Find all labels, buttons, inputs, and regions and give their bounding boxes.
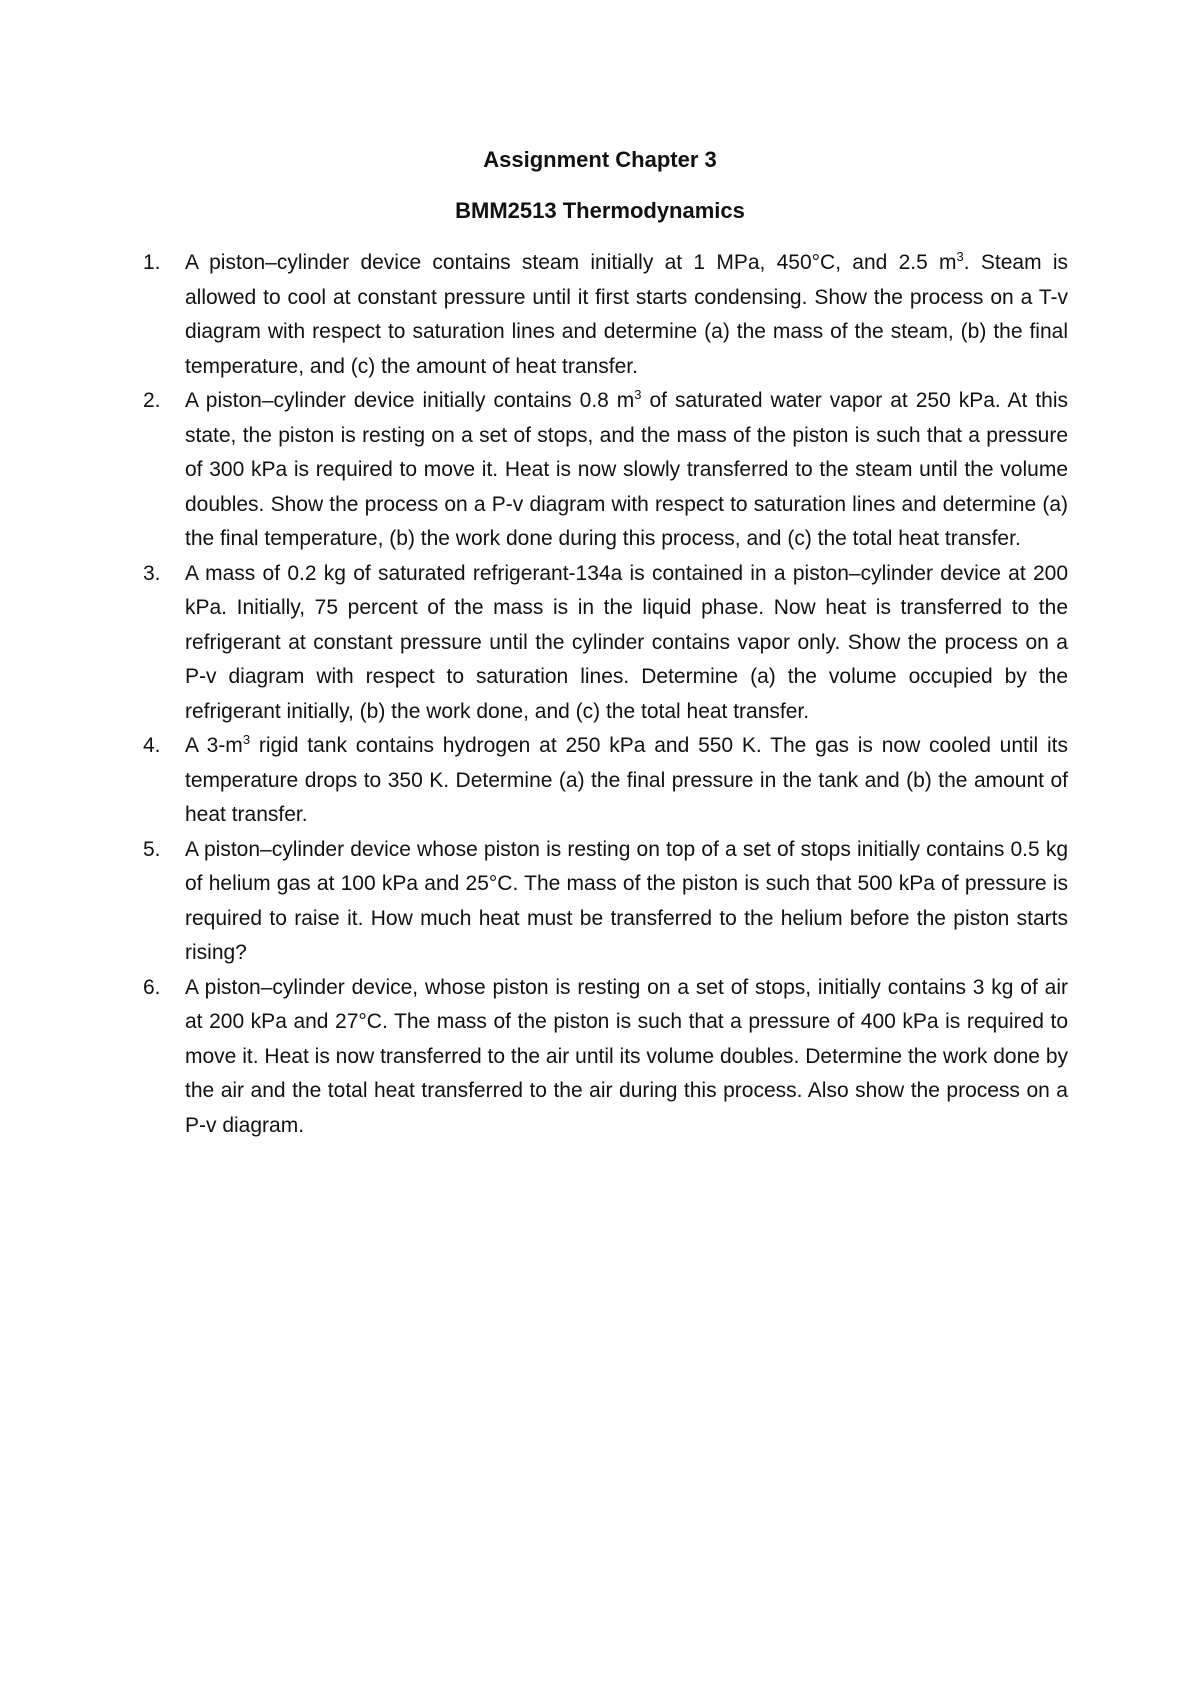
question-item <box>143 557 1068 730</box>
superscript: 3 <box>956 249 964 264</box>
question-number: 5. <box>143 837 161 861</box>
superscript: 3 <box>242 732 251 747</box>
question-text <box>185 389 1068 550</box>
question-text-run: A piston–cylinder device contains steam initially at 1 MPa, 450°C, and 2.5 m <box>185 251 957 274</box>
question-text <box>185 734 1068 826</box>
question-number: 2. <box>143 389 161 412</box>
question-item <box>143 384 1068 557</box>
document-subtitle: BMM2513 Thermodynamics <box>455 198 745 223</box>
question-item <box>143 971 1068 1144</box>
question-item <box>143 833 1068 971</box>
question-number: 4. <box>143 734 161 757</box>
question-text <box>185 251 1068 378</box>
question-number: 1. <box>143 251 161 274</box>
question-text-run: A piston–cylinder device, whose piston is resting on a set of stops, initially contains 3 kg of air at 200 kPa and 27°C. The mass of the piston is such that a pressure of 400 kPa is required to move it. Heat is now transferred to the air until its volume doubles. Determine the work done by the air and the total heat transferred to the air during this process. Also show the process on a P-v diagram. <box>185 975 1068 1137</box>
question-text-run: A 3-m <box>185 734 243 757</box>
question-text <box>185 562 1068 723</box>
superscript: 3 <box>634 387 642 402</box>
question-text-run: . Steam is allowed to cool at constant pressure until it first starts condensing. Show the process on a T-v diagram with respect to saturation lines and determine (a) the mass of the steam, (b) the final temperature, and (c) the amount of heat transfer. <box>185 251 1068 378</box>
question-number: 6. <box>143 975 161 999</box>
question-text-run: of saturated water vapor at 250 kPa. At this state, the piston is resting on a set of stops, and the mass of the piston is such that a pressure of 300 kPa is required to move it. Heat is now slowly transferred to the steam until the volume doubles. Show the process on a P-v diagram with respect to saturation lines and determine (a) the final temperature, (b) the work done during this process, and (c) the total heat transfer. <box>185 389 1068 550</box>
question-item <box>143 246 1068 384</box>
question-list <box>143 246 1068 1143</box>
question-text-run: rigid tank contains hydrogen at 250 kPa and 550 K. The gas is now cooled until its temperature drops to 350 K. Determine (a) the final pressure in the tank and (b) the amount of heat transfer. <box>185 734 1068 826</box>
question-text <box>185 976 1068 1137</box>
question-number: 3. <box>143 561 161 585</box>
question-text-run: A piston–cylinder device initially contains 0.8 m <box>185 389 635 412</box>
document-title: Assignment Chapter 3 <box>483 147 717 172</box>
question-text-run: A piston–cylinder device whose piston is resting on top of a set of stops initially contains 0.5 kg of helium gas at 100 kPa and 25°C. The mass of the piston is such that 500 kPa of pressure is required to raise it. How much heat must be transferred to the helium before the piston starts rising? <box>185 837 1068 964</box>
question-text-run: A mass of 0.2 kg of saturated refrigerant-134a is contained in a piston–cylinder device at 200 kPa. Initially, 75 percent of the mass is in the liquid phase. Now heat is transferred to the refrigerant at constant pressure until the cylinder contains vapor only. Show the process on a P-v diagram with respect to saturation lines. Determine (a) the volume occupied by the refrigerant initially, (b) the work done, and (c) the total heat transfer. <box>185 561 1068 723</box>
question-item <box>143 729 1068 833</box>
question-text <box>185 838 1068 965</box>
